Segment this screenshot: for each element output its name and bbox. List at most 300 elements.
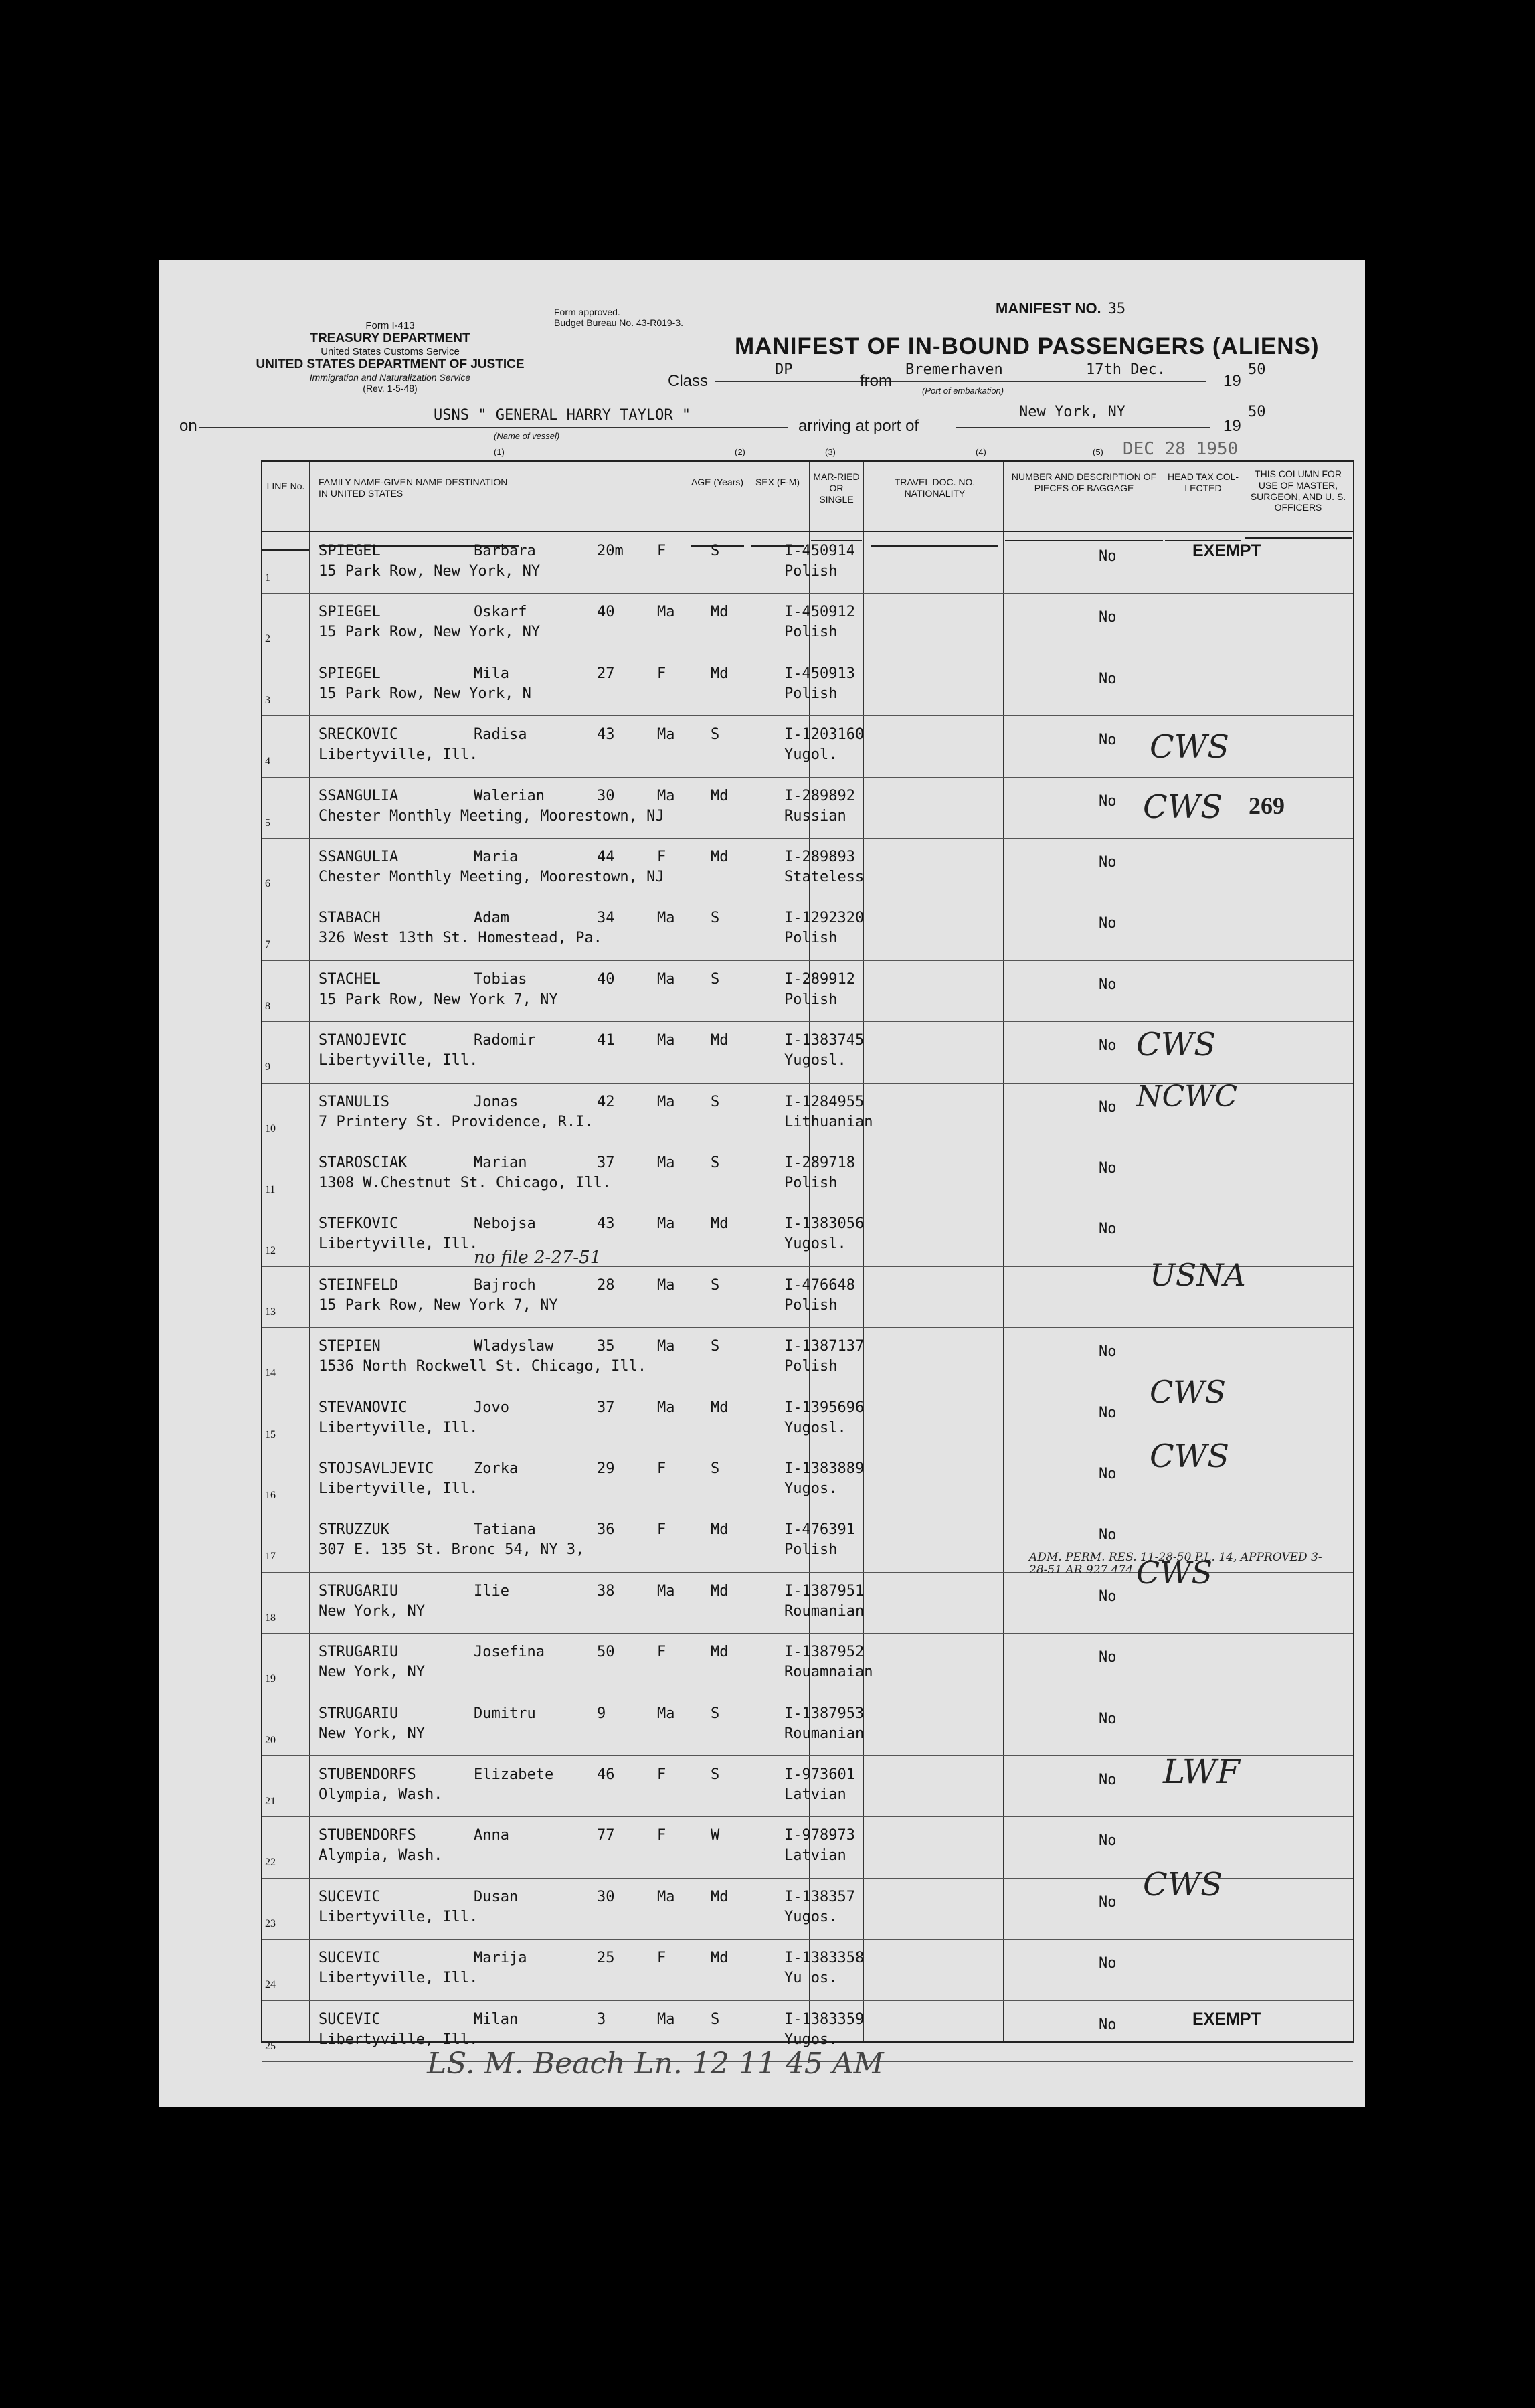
travel-doc-no: I-1383358 — [784, 1950, 865, 1967]
ins: Immigration and Naturalization Service — [309, 372, 471, 383]
year-prefix: 19 — [1223, 372, 1241, 390]
approval-line-1: Form approved. — [554, 307, 620, 317]
given-name: Anna — [474, 1827, 509, 1844]
line-number: 6 — [265, 878, 270, 889]
annotation-cws-15: CWS — [1150, 1374, 1226, 1410]
nationality: Yugosl. — [784, 1419, 846, 1436]
family-name: STEFKOVIC — [319, 1215, 399, 1233]
class-value: DP — [775, 361, 793, 378]
destination: Libertyville, Ill. — [319, 746, 478, 764]
travel-doc-no: I-1383056 — [784, 1215, 865, 1233]
table-row — [262, 593, 1353, 655]
given-name: Dusan — [474, 1888, 519, 1905]
on-label: on — [179, 417, 197, 435]
destination: 326 West 13th St. Homestead, Pa. — [319, 930, 602, 947]
manifest-page — [159, 260, 1365, 2107]
line-number: 20 — [265, 1734, 276, 1746]
sex: Ma — [657, 1705, 675, 1722]
col-header-line: LINE No. — [262, 462, 309, 551]
family-name: STRUGARIU — [319, 1705, 399, 1722]
travel-doc-no: I-973601 — [784, 1766, 855, 1783]
sex: Ma — [657, 1399, 675, 1416]
class-label: Class — [668, 372, 709, 390]
family-name: SPIEGEL — [319, 543, 381, 560]
col-header-officers: THIS COLUMN FOR USE OF MASTER, SURGEON, AND U. S. OFFICERS — [1245, 462, 1352, 539]
head-tax: No — [1099, 1893, 1117, 1911]
family-name: SPIEGEL — [319, 665, 381, 682]
travel-doc-no: I-1387137 — [784, 1338, 865, 1355]
col-header-sex: SEX (F-M) — [751, 462, 804, 547]
destination: 307 E. 135 St. Bronc 54, NY 3, — [319, 1541, 585, 1559]
given-name: Radomir — [474, 1032, 536, 1049]
destination: 1536 North Rockwell St. Chicago, Ill. — [319, 1358, 647, 1375]
family-name: STAROSCIAK — [319, 1154, 408, 1171]
nationality: Roumanian — [784, 1725, 865, 1742]
nationality: Polish — [784, 685, 838, 702]
destination: Libertyville, Ill. — [319, 1908, 478, 1925]
nationality: Yugos. — [784, 1480, 838, 1497]
given-name: Tatiana — [474, 1521, 536, 1539]
col-header-name: FAMILY NAME-GIVEN NAME DESTINATION IN UNITED STATES — [319, 462, 519, 547]
marital-status: S — [711, 910, 720, 927]
marital-status: W — [711, 1827, 720, 1844]
destination: Alympia, Wash. — [319, 1847, 443, 1865]
col-num-4: (4) — [976, 447, 986, 457]
nationality: Polish — [784, 991, 838, 1008]
family-name: STRUGARIU — [319, 1644, 399, 1661]
from-sub: (Port of embarkation) — [922, 385, 1004, 396]
head-tax: No — [1099, 732, 1117, 749]
travel-doc-no: I-978973 — [784, 1827, 855, 1844]
travel-doc-no: I-1383745 — [784, 1032, 865, 1049]
family-name: STEVANOVIC — [319, 1399, 408, 1416]
marital-status: Md — [711, 665, 729, 682]
officer-note: EXEMPT — [1192, 541, 1261, 560]
col-header-age: AGE (Years) — [691, 462, 744, 547]
table-row — [262, 532, 1353, 594]
family-name: STOJSAVLJEVIC — [319, 1460, 434, 1477]
given-name: Zorka — [474, 1460, 519, 1477]
age: 20m — [597, 543, 624, 560]
marital-status: S — [711, 970, 720, 988]
line-number: 11 — [265, 1184, 276, 1195]
arrival-year-value: 50 — [1248, 404, 1266, 420]
marital-status: S — [711, 1338, 720, 1355]
nationality: Yu os. — [784, 1970, 838, 1987]
age: 41 — [597, 1032, 615, 1049]
nationality: Polish — [784, 1175, 838, 1191]
nationality: Roumanian — [784, 1602, 865, 1620]
revision: (Rev. 1-5-48) — [363, 383, 418, 394]
from-value: Bremerhaven — [905, 361, 1003, 378]
given-name: Radisa — [474, 726, 527, 744]
annotation-no-file: no file 2-27-51 — [474, 1248, 602, 1268]
head-tax: No — [1099, 1037, 1117, 1055]
justice-dept: UNITED STATES DEPARTMENT OF JUSTICE — [256, 357, 525, 372]
given-name: Ilie — [474, 1582, 509, 1600]
family-name: SPIEGEL — [319, 604, 381, 621]
age: 40 — [597, 604, 615, 621]
col-header-travel: TRAVEL DOC. NO. NATIONALITY — [871, 462, 998, 547]
head-tax: No — [1099, 915, 1117, 932]
sex: F — [657, 1766, 666, 1783]
nationality: Polish — [784, 1541, 838, 1559]
page-title: MANIFEST OF IN-BOUND PASSENGERS (ALIENS) — [735, 333, 1320, 359]
travel-doc-no: I-1203160 — [784, 726, 865, 744]
destination: 15 Park Row, New York, NY — [319, 624, 541, 641]
annotation-ncwc-10: NCWC — [1136, 1080, 1238, 1114]
given-name: Adam — [474, 910, 509, 927]
head-tax: No — [1099, 1466, 1117, 1482]
sex: F — [657, 1644, 666, 1661]
destination: Chester Monthly Meeting, Moorestown, NJ — [319, 869, 664, 885]
marital-status: S — [711, 1093, 720, 1110]
table-row — [262, 1633, 1353, 1695]
given-name: Nebojsa — [474, 1215, 536, 1233]
officer-note: EXEMPT — [1192, 2009, 1261, 2029]
line-number: 13 — [265, 1306, 276, 1318]
age: 3 — [597, 2010, 606, 2028]
travel-doc-no: I-289892 — [784, 787, 855, 804]
destination: 1308 W.Chestnut St. Chicago, Ill. — [319, 1175, 612, 1191]
travel-doc-no: I-1383889 — [784, 1460, 865, 1477]
line-number: 18 — [265, 1612, 276, 1624]
head-tax: No — [1099, 1343, 1117, 1361]
port-value: New York, NY — [1019, 404, 1125, 420]
head-tax: No — [1099, 792, 1117, 810]
sex: Ma — [657, 787, 675, 804]
arriving-label: arriving at port of — [798, 417, 919, 435]
sex: Ma — [657, 1888, 675, 1905]
destination: Olympia, Wash. — [319, 1786, 443, 1803]
marital-status: Md — [711, 1582, 729, 1600]
annotation-cws-18: CWS — [1136, 1555, 1212, 1591]
given-name: Wladyslaw — [474, 1338, 554, 1355]
marital-status: Md — [711, 1215, 729, 1233]
given-name: Tobias — [474, 970, 527, 988]
given-name: Josefina — [474, 1644, 545, 1661]
nationality: Yugos. — [784, 1908, 838, 1925]
destination: 15 Park Row, New York, NY — [319, 563, 541, 580]
destination: 15 Park Row, New York 7, NY — [319, 1296, 558, 1314]
age: 40 — [597, 970, 615, 988]
table-row — [262, 838, 1353, 899]
head-tax: No — [1099, 854, 1117, 871]
travel-doc-no: I-450912 — [784, 604, 855, 621]
given-name: Elizabete — [474, 1766, 554, 1783]
family-name: STANULIS — [319, 1093, 389, 1110]
nationality: Lithuanian — [784, 1113, 873, 1130]
head-tax: No — [1099, 1955, 1117, 1972]
manifest-number-value: 35 — [1107, 300, 1126, 317]
marital-status: S — [711, 1276, 720, 1294]
age: 44 — [597, 849, 615, 865]
destination: Libertyville, Ill. — [319, 1052, 478, 1069]
col-num-3: (3) — [825, 447, 836, 457]
head-tax: No — [1099, 1710, 1117, 1727]
annotation-cws-23: CWS — [1143, 1866, 1223, 1903]
line-number: 1 — [265, 572, 270, 584]
destination: New York, NY — [319, 1664, 425, 1681]
nationality: Yugosl. — [784, 1235, 846, 1253]
line-number: 3 — [265, 694, 270, 706]
sex: Ma — [657, 910, 675, 927]
line-number: 2 — [265, 633, 270, 645]
service: United States Customs Service — [321, 346, 460, 358]
manifest-number-label: MANIFEST NO. — [996, 300, 1101, 317]
marital-status: S — [711, 1766, 720, 1783]
head-tax: No — [1099, 1098, 1117, 1116]
age: 77 — [597, 1827, 615, 1844]
table-row — [262, 1939, 1353, 2000]
given-name: Maria — [474, 849, 519, 865]
travel-doc-no: I-476648 — [784, 1276, 855, 1294]
head-tax: No — [1099, 1587, 1117, 1605]
marital-status: S — [711, 543, 720, 560]
given-name: Milan — [474, 2010, 519, 2028]
family-name: STABACH — [319, 910, 381, 927]
marital-status: Md — [711, 604, 729, 621]
annotation-usna-13: USNA — [1150, 1257, 1246, 1293]
destination: Libertyville, Ill. — [319, 1480, 478, 1497]
family-name: STEINFELD — [319, 1276, 399, 1294]
destination: New York, NY — [319, 1725, 425, 1742]
marital-status: S — [711, 726, 720, 744]
head-tax: No — [1099, 1160, 1117, 1177]
marital-status: S — [711, 1154, 720, 1171]
nationality: Polish — [784, 624, 838, 641]
sex: F — [657, 665, 666, 682]
col-num-1: (1) — [494, 447, 505, 457]
given-name: Barbara — [474, 543, 536, 560]
family-name: STRUZZUK — [319, 1521, 389, 1539]
sex: Ma — [657, 1154, 675, 1171]
marital-status: Md — [711, 1950, 729, 1967]
age: 27 — [597, 665, 615, 682]
age: 43 — [597, 726, 615, 744]
annotation-footer: LS. M. Beach Ln. 12 11 45 AM — [427, 2047, 884, 2081]
col-num-5: (5) — [1093, 447, 1103, 457]
marital-status: S — [711, 1705, 720, 1722]
given-name: Walerian — [474, 787, 545, 804]
travel-doc-no: I-1387952 — [784, 1644, 865, 1661]
sex: F — [657, 543, 666, 560]
sex: F — [657, 849, 666, 865]
destination: Libertyville, Ill. — [319, 1235, 478, 1253]
date-stamp: DEC 28 1950 — [1123, 439, 1239, 459]
head-tax: No — [1099, 1649, 1117, 1666]
marital-status: Md — [711, 849, 729, 865]
nationality: Polish — [784, 930, 838, 947]
line-number: 22 — [265, 1857, 276, 1869]
year-value: 50 — [1248, 361, 1266, 378]
sex: Ma — [657, 1276, 675, 1294]
marital-status: S — [711, 2010, 720, 2028]
given-name: Bajroch — [474, 1276, 536, 1294]
line-number: 8 — [265, 1000, 270, 1012]
age: 37 — [597, 1154, 615, 1171]
family-name: SUCEVIC — [319, 1888, 381, 1905]
age: 36 — [597, 1521, 615, 1539]
line-number: 23 — [265, 1917, 276, 1929]
table-row — [262, 960, 1353, 1022]
head-tax: No — [1099, 1221, 1117, 1238]
age: 28 — [597, 1276, 615, 1294]
travel-doc-no: I-1284955 — [784, 1093, 865, 1110]
annotation-cws-16: CWS — [1150, 1438, 1229, 1475]
line-number: 25 — [265, 2040, 276, 2052]
given-name: Mila — [474, 665, 509, 682]
arrival-year-prefix: 19 — [1223, 417, 1241, 435]
nationality: Polish — [784, 563, 838, 580]
line-number: 10 — [265, 1122, 276, 1134]
annotation-cws-4: CWS — [1150, 728, 1229, 766]
nationality: Yugos. — [784, 2031, 838, 2048]
age: 35 — [597, 1338, 615, 1355]
sex: Ma — [657, 1338, 675, 1355]
line-number: 7 — [265, 939, 270, 951]
age: 25 — [597, 1950, 615, 1967]
sex: F — [657, 1950, 666, 1967]
annotation-269: 269 — [1249, 792, 1285, 819]
approval-note — [554, 307, 683, 328]
annotation-cws-5: CWS — [1143, 788, 1223, 826]
age: 37 — [597, 1399, 615, 1416]
destination: Libertyville, Ill. — [319, 1970, 478, 1987]
nationality: Yugol. — [784, 746, 838, 764]
family-name: STUBENDORFS — [319, 1766, 416, 1783]
given-name: Marian — [474, 1154, 527, 1171]
head-tax: No — [1099, 548, 1117, 565]
head-tax: No — [1099, 670, 1117, 687]
line-number: 5 — [265, 816, 270, 829]
marital-status: Md — [711, 1032, 729, 1049]
nationality: Stateless — [784, 869, 865, 885]
age: 46 — [597, 1766, 615, 1783]
nationality: Polish — [784, 1358, 838, 1375]
line-number: 4 — [265, 756, 270, 768]
annotation-cws-9: CWS — [1136, 1026, 1216, 1063]
age: 30 — [597, 787, 615, 804]
sex: Ma — [657, 1032, 675, 1049]
destination: 15 Park Row, New York, N — [319, 685, 531, 702]
col-header-tax: HEAD TAX COL-LECTED — [1165, 462, 1241, 541]
family-name: SSANGULIA — [319, 849, 399, 865]
from-label: from — [860, 372, 892, 390]
sex: Ma — [657, 1215, 675, 1233]
travel-doc-no: I-289912 — [784, 970, 855, 988]
travel-doc-no: I-476391 — [784, 1521, 855, 1539]
line-number: 15 — [265, 1428, 276, 1440]
marital-status: Md — [711, 1521, 729, 1539]
age: 9 — [597, 1705, 606, 1722]
family-name: SSANGULIA — [319, 787, 399, 804]
line-number: 12 — [265, 1245, 276, 1257]
given-name: Dumitru — [474, 1705, 536, 1722]
marital-status: Md — [711, 1644, 729, 1661]
age: 50 — [597, 1644, 615, 1661]
col-num-2: (2) — [735, 447, 745, 457]
vessel-value: USNS " GENERAL HARRY TAYLOR " — [434, 407, 691, 424]
travel-doc-no: I-1395696 — [784, 1399, 865, 1416]
family-name: STUBENDORFS — [319, 1827, 416, 1844]
travel-doc-no: I-138357 — [784, 1888, 855, 1905]
manifest-number — [996, 300, 1125, 317]
sex: Ma — [657, 604, 675, 621]
marital-status: Md — [711, 1888, 729, 1905]
family-name: STANOJEVIC — [319, 1032, 408, 1049]
head-tax: No — [1099, 1772, 1117, 1788]
annotation-adm-perm: ADM. PERM. RES. 11-28-50 P.L. 14, APPROVED 3-28-51 AR 927 474 — [1029, 1551, 1322, 1577]
nationality: Rouamnaian — [784, 1664, 873, 1681]
age: 34 — [597, 910, 615, 927]
head-tax: No — [1099, 1404, 1117, 1422]
approval-line-2: Budget Bureau No. 43-R019-3. — [554, 317, 684, 329]
given-name: Oskarf — [474, 604, 527, 621]
head-tax: No — [1099, 976, 1117, 993]
head-tax: No — [1099, 609, 1117, 626]
sex: Ma — [657, 1093, 675, 1110]
table-row — [262, 655, 1353, 716]
vessel-sub: (Name of vessel) — [494, 431, 560, 441]
sex: Ma — [657, 1582, 675, 1600]
sex: F — [657, 1460, 666, 1477]
family-name: SUCEVIC — [319, 1950, 381, 1967]
sex: F — [657, 1827, 666, 1844]
age: 29 — [597, 1460, 615, 1477]
line-number: 16 — [265, 1490, 276, 1501]
date-value: 17th Dec. — [1086, 361, 1166, 378]
given-name: Jovo — [474, 1399, 509, 1416]
travel-doc-no: I-450914 — [784, 543, 855, 560]
age: 38 — [597, 1582, 615, 1600]
line-number: 14 — [265, 1367, 276, 1379]
destination: New York, NY — [319, 1602, 425, 1620]
destination: Libertyville, Ill. — [319, 1419, 478, 1436]
marital-status: Md — [711, 1399, 729, 1416]
head-tax: No — [1099, 1832, 1117, 1850]
table-row — [262, 899, 1353, 960]
line-number: 9 — [265, 1061, 270, 1073]
family-name: SUCEVIC — [319, 2010, 381, 2028]
col-header-baggage: NUMBER AND DESCRIPTION OF PIECES OF BAGGAGE — [1005, 462, 1163, 541]
family-name: STEPIEN — [319, 1338, 381, 1355]
department: TREASURY DEPARTMENT — [310, 331, 470, 346]
col-header-married: MAR-RIED OR SINGLE — [811, 462, 862, 541]
table-row — [262, 1144, 1353, 1205]
destination: 7 Printery St. Providence, R.I. — [319, 1113, 594, 1130]
table-row — [262, 1695, 1353, 1756]
travel-doc-no: I-1387951 — [784, 1582, 865, 1600]
nationality: Yugosl. — [784, 1052, 846, 1069]
form-identifier — [246, 320, 534, 394]
marital-status: Md — [711, 787, 729, 804]
age: 30 — [597, 1888, 615, 1905]
travel-doc-no: I-1292320 — [784, 910, 865, 927]
nationality: Russian — [784, 807, 846, 825]
travel-doc-no: I-289893 — [784, 849, 855, 865]
travel-doc-no: I-450913 — [784, 665, 855, 682]
nationality: Latvian — [784, 1786, 846, 1803]
age: 43 — [597, 1215, 615, 1233]
annotation-lwf-21: LWF — [1163, 1752, 1240, 1791]
family-name: STRUGARIU — [319, 1582, 399, 1600]
line-number: 19 — [265, 1673, 276, 1685]
travel-doc-no: I-1383359 — [784, 2010, 865, 2028]
travel-doc-no: I-1387953 — [784, 1705, 865, 1722]
sex: Ma — [657, 970, 675, 988]
family-name: STACHEL — [319, 970, 381, 988]
